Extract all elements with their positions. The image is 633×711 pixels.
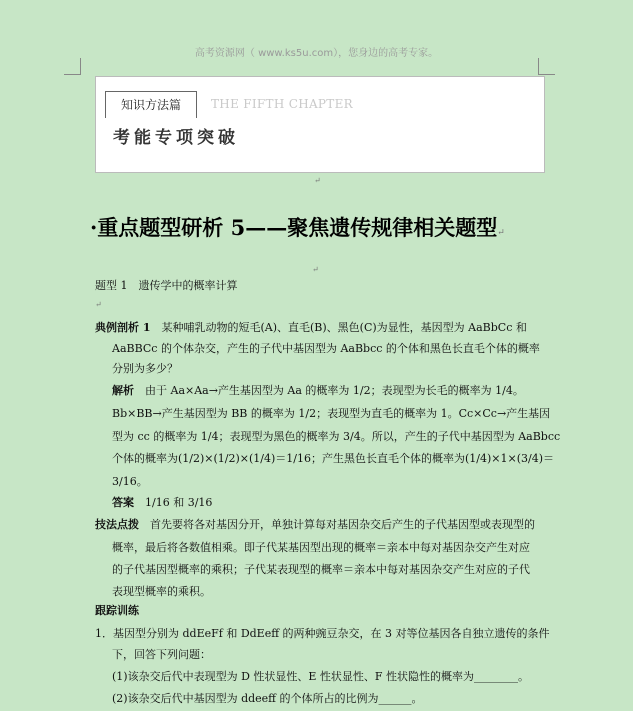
- question1-line-1: 1．基因型分别为 ddEeFf 和 DdEeff 的两种豌豆杂交，在 3 对等位基因各自独立遗传的条件: [95, 627, 550, 640]
- margin-corner-mark-right: [538, 58, 555, 75]
- tips-line-3: 的子代基因型概率的乘积；子代某表现型的概率＝亲本中每对基因杂交产生对应的子代: [112, 563, 530, 576]
- paragraph-mark-icon: ↵: [314, 176, 321, 185]
- answer-text: 1/16 和 3/16: [145, 496, 213, 509]
- training-label: 跟踪训练: [95, 604, 139, 617]
- paragraph-mark-icon: ↵: [312, 265, 319, 274]
- analysis-line-5: 3/16。: [112, 475, 148, 488]
- margin-corner-mark-left: [64, 58, 81, 75]
- example-text-1: 某种哺乳动物的短毛(A)、直毛(B)、黑色(C)为显性，基因型为 AaBbCc 和: [161, 321, 527, 334]
- type-heading: 题型 1 遗传学中的概率计算: [95, 279, 238, 292]
- analysis-line-3: 型为 cc 的概率为 1/4；表现型为黑色的概率为 3/4。所以，产生的子代中基因型为 AaBbcc: [112, 430, 561, 443]
- example-label: 典例剖析 1: [95, 321, 151, 334]
- analysis-line-1: [112, 384, 524, 398]
- answer-line: [112, 496, 212, 510]
- paragraph-mark-icon: ↵: [95, 300, 102, 309]
- example-line-1: [95, 321, 527, 335]
- answer-label: 答案: [112, 496, 134, 509]
- analysis-label: 解析: [112, 384, 134, 397]
- analysis-line-4: 个体的概率为(1/2)×(1/2)×(1/4)＝1/16；产生黑色长直毛个体的概率为(1/4)×1×(3/4)＝: [112, 452, 554, 465]
- analysis-text-1: 由于 Aa×Aa→产生基因型为 Aa 的概率为 1/2；表现型为长毛的概率为 1/4。: [145, 384, 524, 397]
- main-title-text: 重点题型研析 5——聚焦遗传规律相关题型: [97, 215, 498, 240]
- example-line-2: AaBBCc 的个体杂交，产生的子代中基因型为 AaBbcc 的个体和黑色长直毛个体的概率: [112, 342, 540, 355]
- page-header-note: 高考资源网（ www.ks5u.com），您身边的高考专家。: [194, 48, 439, 59]
- banner-title: 考能专项突破: [113, 128, 239, 148]
- tips-line-1: [95, 518, 535, 532]
- tips-text-1: 首先要将各对基因分开，单独计算每对基因杂交后产生的子代基因型或表现型的: [150, 518, 535, 531]
- banner-chapter-en: THE FIFTH CHAPTER: [211, 97, 354, 111]
- question1-sub-1: (1)该杂交后代中表现型为 D 性状显性、E 性状显性、F 性状隐性的概率为________。: [112, 670, 530, 683]
- banner-tab-label: 知识方法篇: [105, 91, 197, 118]
- tips-line-4: 表现型概率的乘积。: [112, 585, 211, 598]
- tips-label: 技法点拨: [95, 518, 139, 531]
- main-title: ·重点题型研析 5——聚焦遗传规律相关题型↵: [90, 215, 505, 240]
- tips-line-2: 概率，最后将各数值相乘。即子代某基因型出现的概率＝亲本中每对基因杂交产生对应: [112, 541, 530, 554]
- question1-sub-2: (2)该杂交后代中基因型为 ddeeff 的个体所占的比例为______。: [112, 692, 423, 705]
- example-line-3: 分别为多少？: [112, 362, 178, 375]
- chapter-banner: [95, 76, 545, 173]
- question1-line-2: 下，回答下列问题：: [112, 648, 211, 661]
- analysis-line-2: Bb×BB→产生基因型为 BB 的概率为 1/2；表现型为直毛的概率为 1。Cc×Cc→产生基因: [112, 407, 551, 420]
